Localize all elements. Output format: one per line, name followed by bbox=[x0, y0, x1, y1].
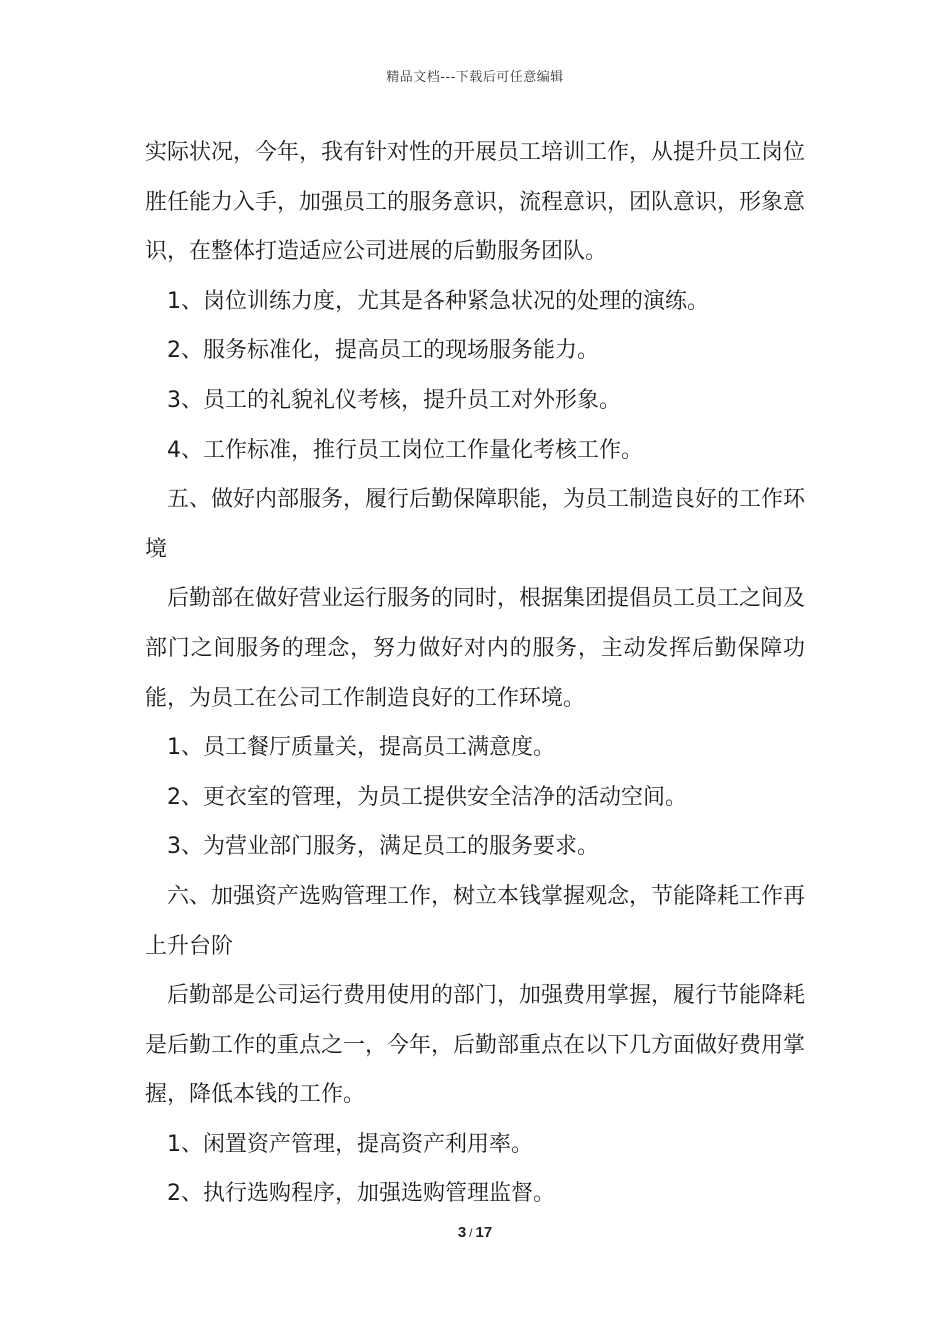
paragraph-internal-service: 后勤部在做好营业运行服务的同时，根据集团提倡员工员工之间及部门之间服务的理念，努力做好对内的服务，主动发挥后勤保障功能，为员工在公司工作制造良好的工作环境。 bbox=[145, 586, 806, 711]
list-item-business-service: 3、为营业部门服务，满足员工的服务要求。 bbox=[167, 834, 599, 860]
list-item-standardization: 2、服务标准化，提高员工的现场服务能力。 bbox=[167, 338, 599, 364]
section-heading-five: 五、做好内部服务，履行后勤保障职能，为员工制造良好的工作环境 bbox=[145, 487, 806, 562]
list-item-idle-assets: 1、闲置资产管理，提高资产利用率。 bbox=[167, 1131, 533, 1157]
current-page-number: 3 bbox=[457, 1224, 467, 1241]
list-item-procurement: 2、执行选购程序，加强选购管理监督。 bbox=[167, 1181, 555, 1207]
paragraph-cost-control: 后勤部是公司运行费用使用的部门，加强费用掌握，履行节能降耗是后勤工作的重点之一，今年，后勤部重点在以下几方面做好费用掌握，降低本钱的工作。 bbox=[145, 983, 806, 1108]
page-number bbox=[0, 1224, 950, 1241]
paragraph-intro-continued: 实际状况，今年，我有针对性的开展员工培训工作，从提升员工岗位胜任能力入手，加强员工的服务意识，流程意识，团队意识，形象意识，在整体打造适应公司进展的后勤服务团队。 bbox=[145, 140, 806, 265]
list-item-canteen: 1、员工餐厅质量关，提高员工满意度。 bbox=[167, 735, 555, 761]
list-item-work-standard: 4、工作标准，推行员工岗位工作量化考核工作。 bbox=[167, 437, 643, 463]
list-item-locker-room: 2、更衣室的管理，为员工提供安全洁净的活动空间。 bbox=[167, 784, 687, 810]
section-heading-six: 六、加强资产选购管理工作，树立本钱掌握观念，节能降耗工作再上升台阶 bbox=[145, 883, 806, 959]
total-pages-number: 17 bbox=[475, 1224, 493, 1241]
list-item-training: 1、岗位训练力度，尤其是各种紧急状况的处理的演练。 bbox=[167, 288, 709, 314]
list-item-etiquette: 3、员工的礼貌礼仪考核，提升员工对外形象。 bbox=[167, 387, 621, 413]
page-header: 精品文档---下载后可任意编辑 bbox=[386, 70, 564, 85]
page-separator: / bbox=[469, 1226, 473, 1240]
document-body bbox=[145, 128, 805, 1219]
